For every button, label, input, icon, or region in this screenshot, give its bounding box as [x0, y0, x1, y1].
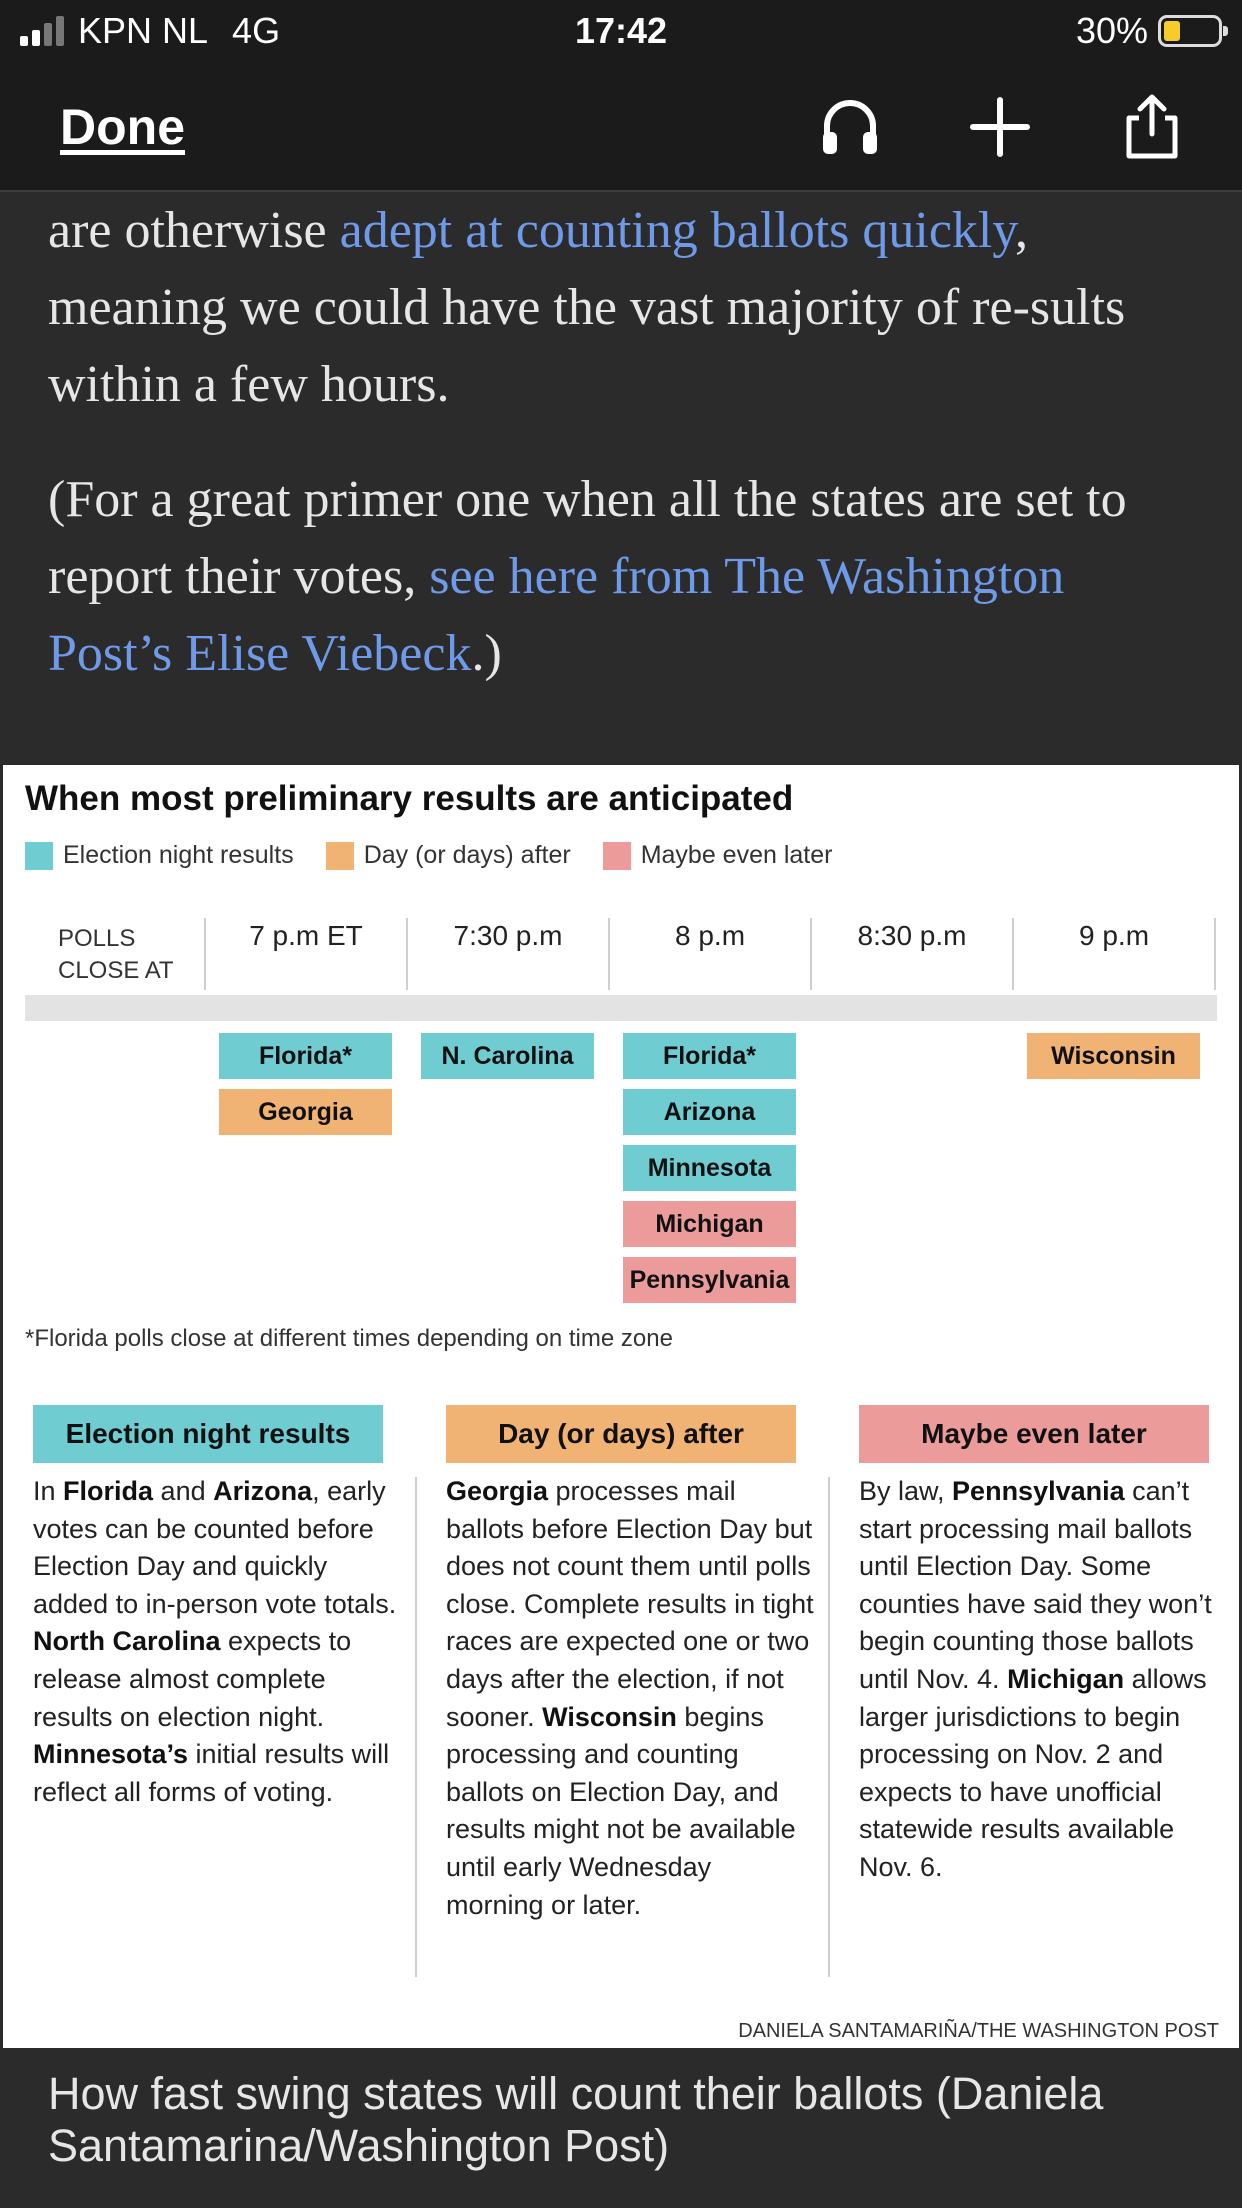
- done-button[interactable]: Done: [60, 99, 185, 155]
- description-later: By law, Pennsylvania can’t start processing mail ballots until Election Day. Some counties have said they won’t begin counting those ballots until Nov. 4. Michigan allows larger jurisdictions to begin processing on Nov. 2 and expects to have unofficial statewide results available Nov. 6.: [859, 1476, 1212, 1882]
- description-day-after: Georgia processes mail ballots before Election Day but does not count them until polls close. Complete results in tight races are expected one or two days after the election, if not sooner. Wisconsin begins processing and counting ballots on Election Day, and results might not be available until early Wednesday morning or later.: [446, 1476, 814, 1920]
- status-bar: [0, 0, 1242, 62]
- legend: [25, 841, 864, 870]
- category-election-night: Election night results: [33, 1405, 383, 1463]
- state-box: Georgia: [219, 1089, 392, 1135]
- state-box: Minnesota: [623, 1145, 796, 1191]
- time-header: 8 p.m: [674, 920, 746, 951]
- column-divider: [828, 1477, 830, 1977]
- state-box: N. Carolina: [421, 1033, 594, 1079]
- state-box: Pennsylvania: [623, 1257, 796, 1303]
- article-link-counting[interactable]: adept at counting ballots quickly: [339, 202, 1016, 259]
- plus-icon[interactable]: [965, 92, 1035, 162]
- category-day-after: Day (or days) after: [446, 1405, 796, 1463]
- state-box: Wisconsin: [1027, 1033, 1200, 1079]
- nav-bar: [0, 62, 1242, 192]
- article-body: [48, 192, 1198, 692]
- state-box: Florida*: [219, 1033, 392, 1079]
- state-box: Arizona: [623, 1089, 796, 1135]
- carrier-name: KPN NL: [78, 10, 209, 51]
- time-header: 7:30 p.m: [453, 920, 563, 951]
- battery-percent: 30%: [1075, 10, 1148, 51]
- article-paragraph: are otherwise adept at counting ballots quickly, meaning we could have the vast majority of re-sults within a few hours.: [48, 202, 1126, 413]
- footnote: *Florida polls close at different times depending on time zone: [25, 1325, 673, 1352]
- article-paragraph: (For a great primer one when all the states are set to report their votes, see here from The Washington Post’s Elise Viebeck.): [48, 471, 1127, 682]
- legend-item: Maybe even later: [603, 841, 833, 870]
- figure-caption: How fast swing states will count their ballots (Daniela Santamarina/Washington Post): [48, 2068, 1104, 2171]
- column-divider: [415, 1477, 417, 1977]
- figure-title: When most preliminary results are anticipated: [25, 779, 794, 818]
- network-type: 4G: [232, 10, 281, 51]
- time-header: 8:30 p.m: [857, 920, 967, 951]
- battery-icon: [1158, 15, 1222, 47]
- headphones-icon[interactable]: [815, 92, 885, 162]
- share-icon[interactable]: [1117, 92, 1187, 162]
- state-box: Michigan: [623, 1201, 796, 1247]
- time-header: 7 p.m ET: [249, 920, 363, 951]
- infographic: [3, 765, 1239, 2048]
- image-credit: DANIELA SANTAMARIÑA/THE WASHINGTON POST: [738, 2020, 1219, 2042]
- legend-swatch: [603, 842, 631, 870]
- status-right: [1076, 10, 1222, 52]
- description-election-night: In Florida and Arizona, early votes can be counted before Election Day and quickly added to in-person vote totals. North Carolina expects to release almost complete results on election night. Minnesota’s initial results will reflect all forms of voting.: [33, 1476, 397, 1807]
- time-header: 9 p.m: [1078, 920, 1150, 951]
- article-link-viebeck[interactable]: see here from The Washington Post’s Elise Viebeck: [48, 548, 1065, 682]
- legend-swatch: [25, 842, 53, 870]
- state-box: Florida*: [623, 1033, 796, 1079]
- timeline-bar: [25, 995, 1217, 1021]
- polls-close-label: POLLS CLOSE AT: [58, 925, 174, 984]
- legend-swatch: [326, 842, 354, 870]
- legend-item: Election night results: [25, 841, 294, 870]
- category-later: Maybe even later: [859, 1405, 1209, 1463]
- legend-item: Day (or days) after: [326, 841, 571, 870]
- clock: 17:42: [574, 10, 668, 51]
